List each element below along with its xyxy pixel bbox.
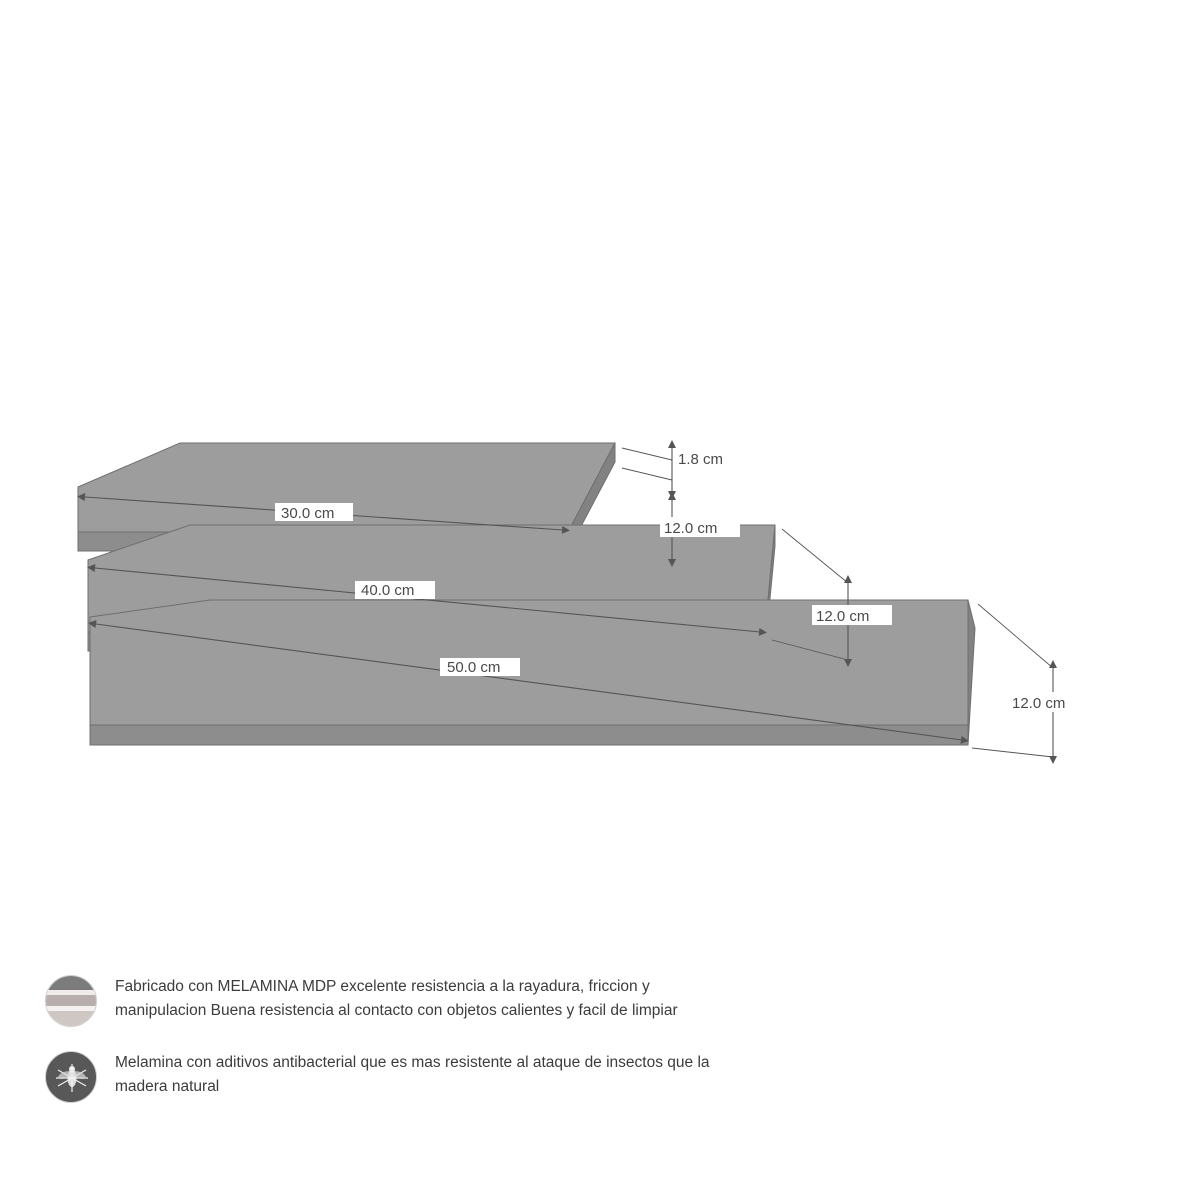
feature-text-melamine: Fabricado con MELAMINA MDP excelente resistencia a la rayadura, friccion y manipulacion Buena resistencia al contacto con objetos calientes y facil de limpiar (115, 978, 678, 1020)
shelf-large-front-face (90, 725, 968, 745)
dimension-depth-bottom (972, 604, 1096, 757)
label-length-bottom: 50.0 cm (447, 659, 501, 676)
feature-list (45, 975, 745, 1127)
label-depth-top: 12.0 cm (664, 520, 718, 537)
label-thickness: 1.8 cm (678, 451, 724, 468)
insect-glyph (46, 1052, 97, 1103)
feature-item-melamine (45, 975, 745, 1027)
label-length-mid: 40.0 cm (361, 582, 415, 599)
insect-resistant-icon (45, 1051, 97, 1103)
shelf-large-right-face (968, 600, 975, 745)
label-length-top: 30.0 cm (281, 505, 335, 522)
dimension-thickness (622, 448, 723, 492)
feature-item-insect (45, 1051, 745, 1103)
melamine-layers-icon (45, 975, 97, 1027)
label-depth-mid: 12.0 cm (816, 608, 870, 625)
feature-text-insect: Melamina con aditivos antibacterial que es mas resistente al ataque de insectos que la madera natural (115, 1054, 710, 1096)
label-depth-bottom: 12.0 cm (1012, 695, 1066, 712)
